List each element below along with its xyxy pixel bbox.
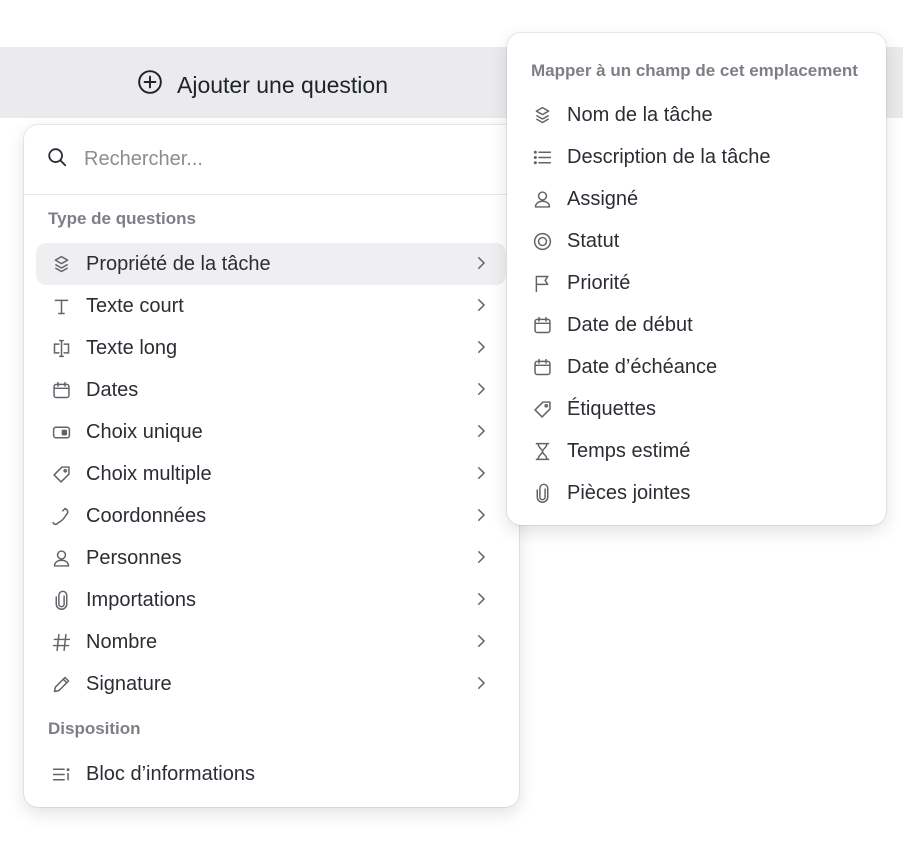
menu-item-label: Personnes — [86, 546, 182, 569]
plus-circle-icon — [137, 69, 163, 101]
status-ring-icon — [531, 230, 553, 252]
submenu-item-time-estimate[interactable] — [531, 433, 690, 469]
menu-item-dates[interactable] — [36, 369, 506, 411]
chevron-right-icon — [472, 380, 490, 398]
layers-icon — [50, 253, 72, 275]
submenu-item-label: Étiquettes — [567, 397, 656, 420]
toggle-select-icon — [50, 421, 72, 443]
submenu-item-tags[interactable] — [531, 391, 656, 427]
submenu-item-assignee[interactable] — [531, 181, 638, 217]
add-question-label: Ajouter une question — [177, 71, 388, 98]
menu-item-label: Dates — [86, 378, 139, 401]
section-label-layout: Disposition — [48, 719, 141, 738]
menu-item-label: Texte court — [86, 294, 184, 317]
chevron-right-icon — [472, 590, 490, 608]
menu-item-signature[interactable] — [36, 663, 506, 705]
chevron-right-icon — [472, 632, 490, 650]
text-t-icon — [50, 295, 72, 317]
submenu-item-due-date[interactable] — [531, 349, 717, 385]
section-label-question-types: Type de questions — [48, 209, 196, 228]
submenu-item-label: Temps estimé — [567, 439, 691, 462]
submenu-title: Mapper à un champ de cet emplacement — [531, 61, 858, 80]
menu-item-people[interactable] — [36, 537, 506, 579]
chevron-right-icon — [472, 464, 490, 482]
add-question-button[interactable] — [137, 69, 388, 101]
search-icon — [46, 146, 84, 173]
layers-icon — [531, 104, 553, 126]
menu-item-label: Signature — [86, 672, 172, 695]
flag-icon — [531, 272, 553, 294]
chevron-right-icon — [472, 254, 490, 272]
field-mapping-submenu — [507, 33, 886, 525]
menu-item-label: Choix multiple — [86, 462, 212, 485]
chevron-right-icon — [472, 674, 490, 692]
menu-item-label: Choix unique — [86, 420, 203, 443]
pencil-icon — [50, 673, 72, 695]
search-input[interactable] — [84, 148, 464, 171]
text-cursor-icon — [50, 337, 72, 359]
calendar-icon — [531, 356, 553, 378]
chevron-right-icon — [472, 296, 490, 314]
submenu-item-label: Nom de la tâche — [567, 103, 713, 126]
list-icon — [531, 146, 553, 168]
info-lines-icon — [50, 763, 72, 785]
person-icon — [50, 547, 72, 569]
phone-icon — [50, 505, 72, 527]
menu-item-multiple-choice[interactable] — [36, 453, 506, 495]
menu-item-label: Coordonnées — [86, 504, 207, 527]
submenu-item-label: Description de la tâche — [567, 145, 771, 168]
submenu-item-label: Date de début — [567, 313, 693, 336]
chevron-right-icon — [472, 338, 490, 356]
submenu-item-label: Priorité — [567, 271, 631, 294]
tag-icon — [50, 463, 72, 485]
menu-item-label: Bloc d’informations — [86, 762, 255, 785]
paperclip-icon — [531, 482, 553, 504]
menu-item-uploads[interactable] — [36, 579, 506, 621]
calendar-icon — [531, 314, 553, 336]
menu-item-label: Importations — [86, 588, 197, 611]
submenu-item-label: Statut — [567, 229, 620, 252]
chevron-right-icon — [472, 548, 490, 566]
chevron-right-icon — [472, 422, 490, 440]
menu-item-task-property[interactable] — [36, 243, 506, 285]
person-icon — [531, 188, 553, 210]
submenu-item-label: Pièces jointes — [567, 481, 691, 504]
submenu-item-task-description[interactable] — [531, 139, 770, 175]
menu-item-number[interactable] — [36, 621, 506, 663]
submenu-item-label: Assigné — [567, 187, 639, 210]
menu-item-label: Nombre — [86, 630, 158, 653]
menu-item-single-choice[interactable] — [36, 411, 506, 453]
submenu-item-start-date[interactable] — [531, 307, 693, 343]
question-type-menu — [24, 125, 519, 807]
menu-item-long-text[interactable] — [36, 327, 506, 369]
tag-icon — [531, 398, 553, 420]
menu-item-label: Propriété de la tâche — [86, 252, 271, 275]
paperclip-icon — [50, 589, 72, 611]
hourglass-icon — [531, 440, 553, 462]
calendar-icon — [50, 379, 72, 401]
menu-item-label: Texte long — [86, 336, 178, 359]
menu-item-contact-details[interactable] — [36, 495, 506, 537]
search-row — [24, 125, 519, 195]
hash-icon — [50, 631, 72, 653]
submenu-item-task-name[interactable] — [531, 97, 713, 133]
menu-item-short-text[interactable] — [36, 285, 506, 327]
submenu-item-attachments[interactable] — [531, 475, 690, 511]
submenu-item-status[interactable] — [531, 223, 619, 259]
submenu-item-label: Date d’échéance — [567, 355, 718, 378]
submenu-item-priority[interactable] — [531, 265, 630, 301]
chevron-right-icon — [472, 506, 490, 524]
menu-item-info-block[interactable] — [36, 753, 506, 795]
